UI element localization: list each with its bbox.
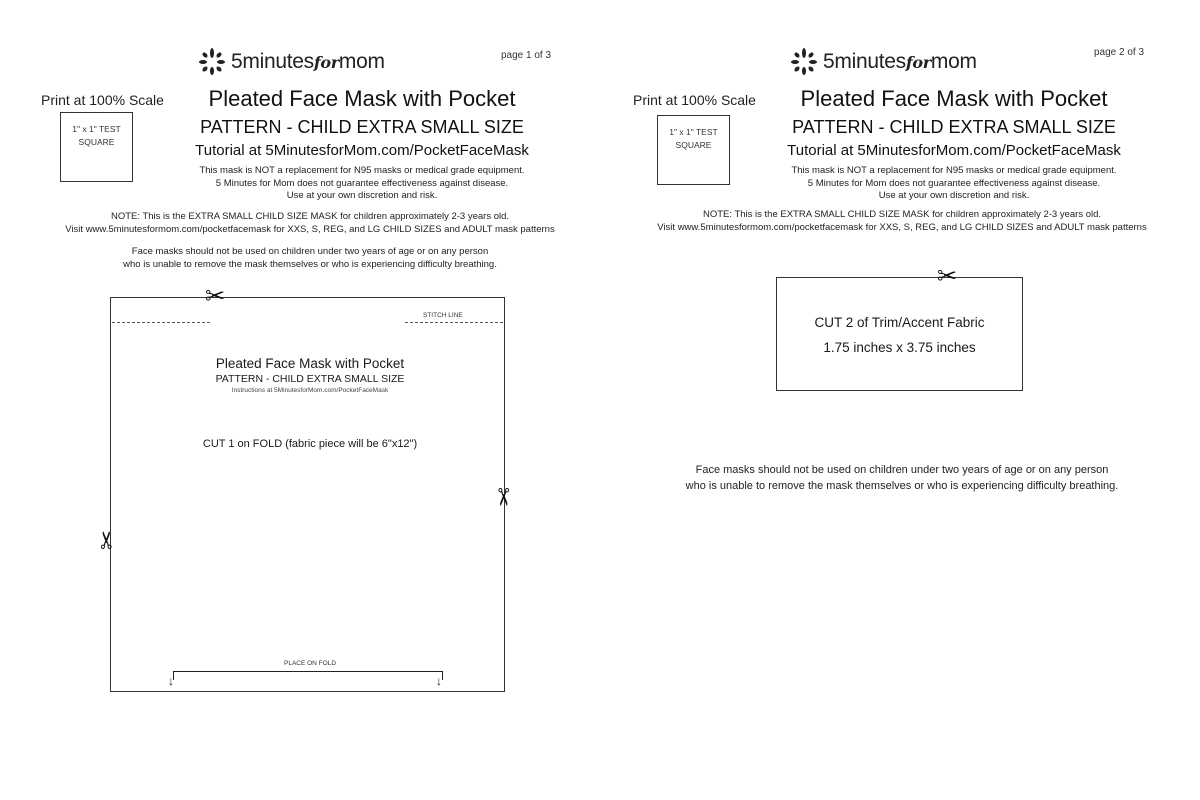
brand-logo <box>789 47 977 77</box>
test-square-line1: 1" x 1" TEST <box>72 124 121 134</box>
test-square <box>657 115 730 185</box>
scissors-icon: ✂ <box>205 283 226 310</box>
size-note <box>20 211 600 236</box>
size-note <box>612 209 1192 234</box>
disclaimer <box>754 165 1154 203</box>
fold-label: PLACE ON FOLD <box>284 660 337 667</box>
fold-bracket <box>173 671 443 680</box>
tutorial-link[interactable]: Tutorial at 5MinutesforMom.com/PocketFaceMask <box>195 142 529 159</box>
safety-warning <box>632 462 1172 494</box>
trim-dimensions: 1.75 inches x 3.75 inches <box>823 340 976 355</box>
warning-line: who is unable to remove the mask themselves or who is experiencing difficulty breathing. <box>685 480 1119 492</box>
test-square-line2: SQUARE <box>675 140 712 150</box>
stitch-line-label: STITCH LINE <box>423 312 463 319</box>
arrow-down-icon: ↓ <box>168 674 174 688</box>
page-title: Pleated Face Mask with Pocket <box>800 86 1108 111</box>
brand-name: 5minutesformom <box>823 50 977 73</box>
page-title: Pleated Face Mask with Pocket <box>208 86 516 111</box>
page-number: page 2 of 3 <box>1094 47 1145 58</box>
disclaimer-line: This mask is NOT a replacement for N95 masks or medical grade equipment. <box>199 165 525 176</box>
page-subtitle: PATTERN - CHILD EXTRA SMALL SIZE <box>792 117 1116 137</box>
arrow-down-icon: ↓ <box>436 674 442 688</box>
tutorial-link[interactable]: Tutorial at 5MinutesforMom.com/PocketFaceMask <box>787 142 1121 159</box>
stitch-line-left <box>112 322 210 323</box>
pattern-subtitle: PATTERN - CHILD EXTRA SMALL SIZE <box>215 373 405 385</box>
disclaimer-line: This mask is NOT a replacement for N95 masks or medical grade equipment. <box>791 165 1117 176</box>
scissors-icon: ✂ <box>94 529 122 551</box>
note-line: NOTE: This is the EXTRA SMALL CHILD SIZE MASK for children approximately 2-3 years old. <box>110 211 510 222</box>
safety-warning <box>60 246 560 271</box>
print-scale-label: Print at 100% Scale <box>41 92 164 108</box>
test-square <box>60 112 133 182</box>
disclaimer-line: Use at your own discretion and risk. <box>878 190 1030 201</box>
note-line: Visit www.5minutesformom.com/pocketfacemask for XXS, S, REG, and LG CHILD SIZES and ADULT mask patterns <box>65 223 555 235</box>
brand-logo <box>197 47 385 77</box>
warning-line: Face masks should not be used on children under two years of age or on any person <box>131 246 489 257</box>
disclaimer-line: Use at your own discretion and risk. <box>286 190 438 201</box>
brand-name: 5minutesformom <box>231 50 385 73</box>
pattern-instructions: Instructions at 5MinutesforMom.com/PocketFaceMask <box>231 387 389 394</box>
warning-line: Face masks should not be used on children under two years of age or on any person <box>695 464 1109 476</box>
test-square-line1: 1" x 1" TEST <box>669 127 718 137</box>
cut-instruction: CUT 1 on FOLD (fabric piece will be 6"x12") <box>202 438 418 450</box>
pattern-page-2 <box>592 0 1192 800</box>
test-square-line2: SQUARE <box>78 137 115 147</box>
page-number: page 1 of 3 <box>501 50 552 61</box>
scissors-icon: ✂ <box>489 486 517 508</box>
disclaimer-line: 5 Minutes for Mom does not guarantee effectiveness against disease. <box>807 177 1101 189</box>
trim-cut-instruction: CUT 2 of Trim/Accent Fabric <box>814 315 985 330</box>
print-scale-label: Print at 100% Scale <box>633 92 756 108</box>
warning-line: who is unable to remove the mask themselves or who is experiencing difficulty breathing. <box>123 258 497 270</box>
flower-logo-icon <box>197 47 227 77</box>
pattern-title: Pleated Face Mask with Pocket <box>215 356 405 371</box>
note-line: Visit www.5minutesformom.com/pocketfacemask for XXS, S, REG, and LG CHILD SIZES and ADULT mask patterns <box>657 221 1147 233</box>
page-subtitle: PATTERN - CHILD EXTRA SMALL SIZE <box>200 117 524 137</box>
disclaimer <box>162 165 562 203</box>
note-line: NOTE: This is the EXTRA SMALL CHILD SIZE MASK for children approximately 2-3 years old. <box>702 209 1102 220</box>
stitch-line-right <box>405 322 503 323</box>
disclaimer-line: 5 Minutes for Mom does not guarantee effectiveness against disease. <box>215 177 509 189</box>
pattern-piece-trim <box>776 277 1023 391</box>
flower-logo-icon <box>789 47 819 77</box>
scissors-icon: ✂ <box>937 263 958 290</box>
